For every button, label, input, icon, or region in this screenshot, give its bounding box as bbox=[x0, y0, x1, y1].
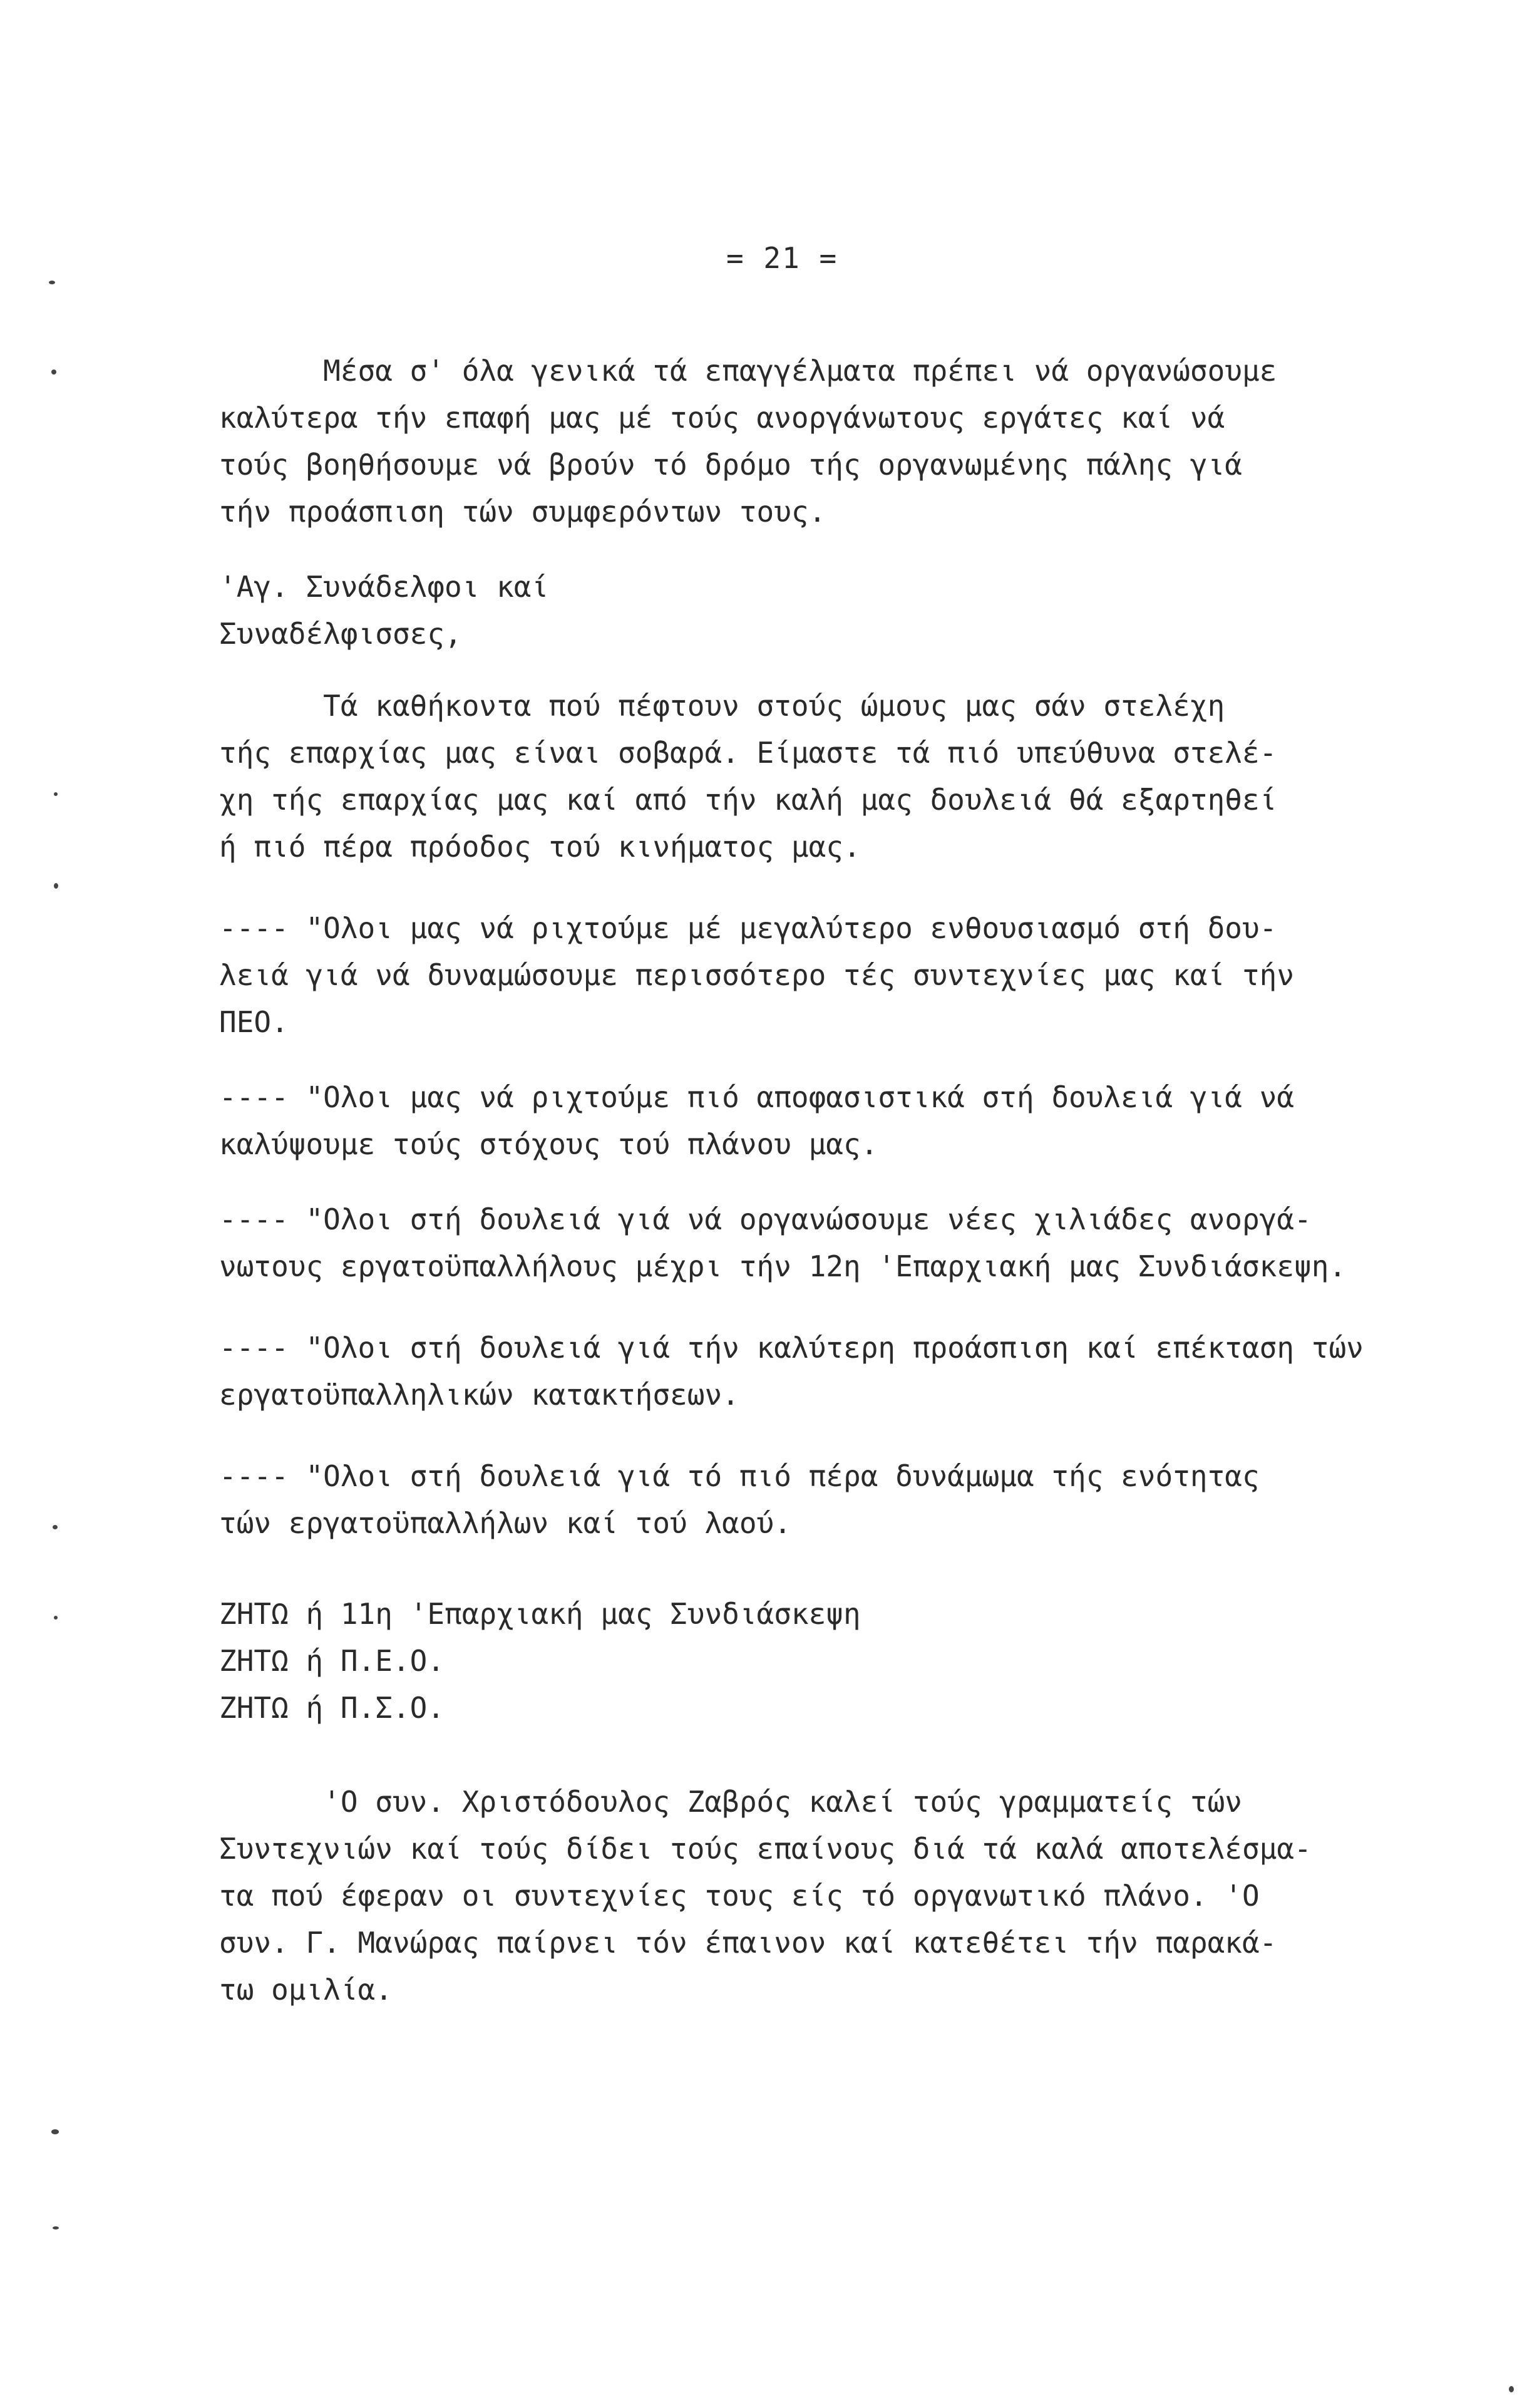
paragraph-slogan-2 bbox=[219, 1074, 1496, 1168]
text-line: ΖΗΤΩ ή 11η 'Επαρχιακή μας Συνδιάσκεψη bbox=[219, 1597, 861, 1631]
text-line: καλύτερα τήν επαφή μας μέ τούς ανοργάνωτους εργάτες καί νά bbox=[219, 401, 1225, 435]
page-number: = 21 = bbox=[726, 241, 838, 275]
text-line: τών εργατοϋπαλλήλων καί τού λαού. bbox=[219, 1506, 791, 1540]
paragraph-duties bbox=[219, 683, 1496, 871]
text-line: ---- "Ολοι μας νά ριχτούμε πιό αποφασιστικά στή δουλειά γιά νά bbox=[219, 1080, 1295, 1114]
paragraph-cheers bbox=[219, 1591, 1496, 1732]
text-line: ---- "Ολοι στή δουλειά γιά τό πιό πέρα δυνάμωμα τής ενότητας bbox=[219, 1459, 1260, 1493]
text-line: εργατοϋπαλληλικών κατακτήσεων. bbox=[219, 1378, 739, 1412]
text-line: τούς βοηθήσουμε νά βρούν τό δρόμο τής οργανωμένης πάλης γιά bbox=[219, 448, 1242, 482]
paragraph-intro bbox=[219, 348, 1496, 535]
scan-speck bbox=[49, 281, 55, 284]
scan-speck bbox=[53, 2226, 59, 2230]
text-line: τα πού έφεραν οι συντεχνίες τους είς τό οργανωτικό πλάνο. 'Ο bbox=[219, 1879, 1260, 1913]
text-line: λειά γιά νά δυναμώσουμε περισσότερο τές συντεχνίες μας καί τήν bbox=[219, 958, 1295, 992]
scan-speck bbox=[1509, 2386, 1514, 2392]
text-line: ΖΗΤΩ ή Π.Ε.Ο. bbox=[219, 1644, 445, 1678]
text-line: Συναδέλφισσες, bbox=[219, 617, 462, 651]
text-line: καλύψουμε τούς στόχους τού πλάνου μας. bbox=[219, 1127, 878, 1161]
text-line: χη τής επαρχίας μας καί από τήν καλή μας δουλειά θά εξαρτηθεί bbox=[219, 783, 1277, 817]
text-line: 'Αγ. Συνάδελφοι καί bbox=[219, 570, 549, 604]
text-line: τω ομιλία. bbox=[219, 1973, 393, 2007]
text-line: Συντεχνιών καί τούς δίδει τούς επαίνους διά τά καλά αποτελέσμα- bbox=[219, 1832, 1312, 1866]
text-line: 'Ο συν. Χριστόδουλος Ζαβρός καλεί τούς γραμματείς τών bbox=[219, 1785, 1242, 1819]
text-line: συν. Γ. Μανώρας παίρνει τόν έπαινον καί κατεθέτει τήν παρακά- bbox=[219, 1926, 1277, 1960]
text-line: ή πιό πέρα πρόοδος τού κινήματος μας. bbox=[219, 830, 861, 864]
text-line: τήν προάσπιση τών συμφερόντων τους. bbox=[219, 495, 826, 529]
paragraph-slogan-1 bbox=[219, 905, 1496, 1046]
text-line: ---- "Ολοι στή δουλειά γιά νά οργανώσουμε νέες χιλιάδες ανοργά- bbox=[219, 1202, 1312, 1236]
scan-speck bbox=[51, 369, 56, 375]
scan-speck bbox=[54, 792, 58, 796]
scan-speck bbox=[54, 1616, 58, 1620]
text-line: ΖΗΤΩ ή Π.Σ.Ο. bbox=[219, 1691, 445, 1725]
text-line: τής επαρχίας μας είναι σοβαρά. Είμαστε τά πιό υπεύθυνα στελέ- bbox=[219, 736, 1277, 770]
text-line: ---- "Ολοι στή δουλειά γιά τήν καλύτερη προάσπιση καί επέκταση τών bbox=[219, 1331, 1364, 1365]
scan-speck bbox=[51, 2129, 59, 2134]
text-line: ---- "Ολοι μας νά ριχτούμε μέ μεγαλύτερο ενθουσιασμό στή δου- bbox=[219, 911, 1277, 945]
paragraph-slogan-3 bbox=[219, 1196, 1496, 1290]
paragraph-slogan-5 bbox=[219, 1453, 1496, 1547]
text-line: νωτους εργατοϋπαλλήλους μέχρι τήν 12η 'Επαρχιακή μας Συνδιάσκεψη. bbox=[219, 1249, 1347, 1283]
paragraph-closing bbox=[219, 1779, 1496, 2013]
paragraph-slogan-4 bbox=[219, 1325, 1496, 1418]
text-line: Μέσα σ' όλα γενικά τά επαγγέλματα πρέπει νά οργανώσουμε bbox=[219, 354, 1277, 388]
scan-speck bbox=[54, 883, 58, 889]
text-line: ΠΕΟ. bbox=[219, 1005, 289, 1039]
text-line: Τά καθήκοντα πού πέφτουν στούς ώμους μας σάν στελέχη bbox=[219, 689, 1225, 723]
scan-speck bbox=[53, 1525, 58, 1529]
paragraph-salutation bbox=[219, 564, 1496, 658]
